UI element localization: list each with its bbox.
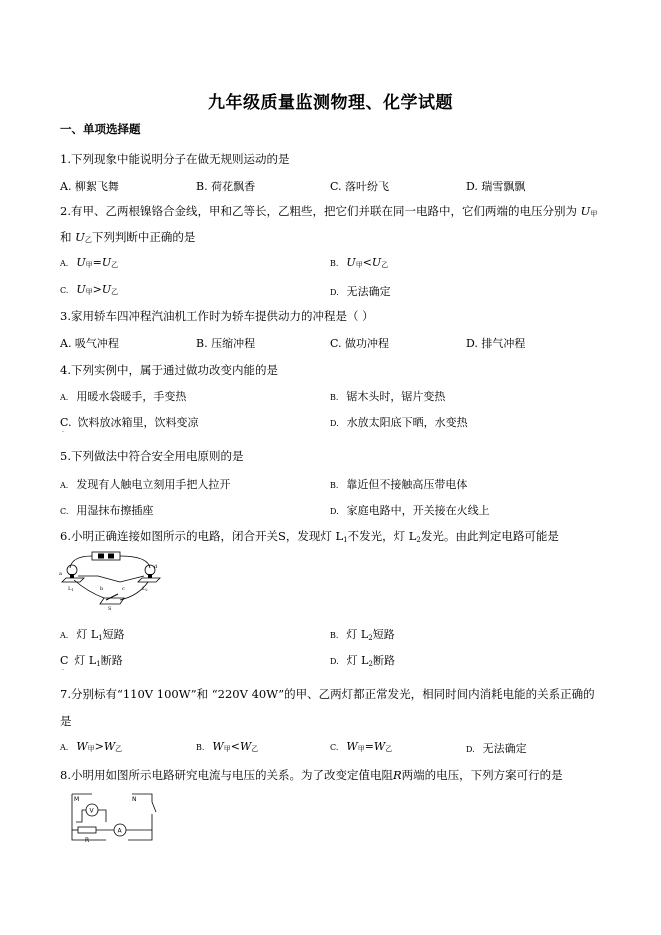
q6-option-b [330,626,395,642]
wire-icon [128,814,152,840]
option-text: 水放太阳底下晒，水变热 [346,416,468,429]
option-letter: C. [60,286,69,295]
sub-2: 2 [368,634,373,642]
q2-stem2a: 和 [60,230,72,244]
less-than-sign: < [362,256,372,269]
q7-option-c [330,740,392,754]
option-letter: B. [330,259,339,268]
q5-option-b [330,476,467,492]
q4-option-a [60,388,186,404]
wire-icon [78,576,120,582]
w-symbol: W [212,740,224,753]
option-letter: B. [330,393,339,402]
sub-jia: 甲 [355,261,363,269]
q6-stem-c: 发光。由此判定电路可能是 [420,529,559,543]
q5-option-a [60,476,230,492]
option-letter: D. [330,419,339,428]
q6-sub-1: 1 [343,536,348,544]
sub-jia: 甲 [85,288,93,296]
q6-stem-a: 6.小明正确连接如图所示的电路，闭合开关S，发现灯 L [60,529,344,543]
stray-mark: · [62,429,64,436]
label-l2-num: 2 [145,588,148,592]
sub-jia: 甲 [223,745,231,753]
sub-1: 1 [96,660,101,668]
question-4-stem: 4.下列实例中，属于通过做功改变内能的是 [60,363,278,377]
wire-icon [120,556,150,568]
lamp-l1-icon [67,565,77,575]
q6-option-a [60,626,125,642]
state-text: 短路 [102,628,125,641]
lamp-text: 灯 L [76,628,99,641]
option-letter: A. [60,393,69,402]
question-7-stem-line2: 是 [60,714,72,728]
state-text: 断路 [372,654,395,667]
wire-icon [70,556,92,568]
q1-option-d: D. 瑞雪飘飘 [466,180,526,193]
sub-jia: 甲 [87,745,95,753]
q3-option-b: B. 压缩冲程 [196,337,256,350]
q3-option-c: C. 做功冲程 [330,337,390,350]
option-letter: A. [60,743,69,752]
wire-icon [120,576,144,582]
q4-option-b [330,388,445,404]
lamp-text: 灯 L [346,654,369,667]
question-7-stem: 7.分别标有“110V 100W”和 “220V 40W”的甲、乙两灯都正常发光，相同时间内消耗电能的关系正确的 [60,687,595,701]
lamp-base-icon [138,578,160,582]
label-r: R [85,837,90,844]
option-letter: B. [330,631,339,640]
q4-option-c [60,414,199,430]
section-heading: 一、单项选择题 [60,122,141,136]
q2-option-b [330,256,388,270]
option-text: 靠近但不接触高压带电体 [346,478,468,491]
switch-icon [152,802,156,812]
option-letter: D. [330,507,339,516]
q2-option-d [330,283,391,299]
label-b: b [100,586,104,592]
lamp-text: 灯 L [346,628,369,641]
q2-sub-jia: 甲 [590,210,598,218]
label-l2 [142,586,148,592]
option-letter: D. [466,745,475,754]
label-l1-num: 1 [71,588,74,592]
lamp-socket-icon [70,574,74,578]
u-symbol: U [101,283,112,296]
sub-jia: 甲 [357,745,365,753]
label-n: N [132,796,137,803]
q8-circuit-figure [62,790,166,852]
q2-u-symbol: U [580,204,591,218]
switch-lever-icon [106,594,118,600]
label-m: M [74,796,80,803]
q6-option-c [60,652,123,668]
u-symbol: U [371,256,382,269]
sub-yi: 乙 [115,745,123,753]
label-v: V [89,807,94,815]
option-letter: C. [330,743,339,752]
sub-yi: 乙 [385,745,393,753]
sub-1: 1 [98,634,103,642]
label-a: a [59,571,62,577]
option-letter: A. [60,631,69,640]
label-l1-l: L [68,586,72,592]
page-title: 九年级质量监测物理、化学试题 [208,93,453,113]
q7-option-b [196,740,258,754]
q2-stem-text: 2.有甲、乙两根镍铬合金线，甲和乙等长，乙粗些，把它们并联在同一电路中，它们两端的电压分别为 [60,204,577,218]
option-text: 用暖水袋暖手，手变热 [76,390,187,403]
sub-jia: 甲 [85,261,93,269]
lamp-socket-icon [148,574,152,578]
switch-base-icon [100,598,124,604]
question-5-stem: 5.下列做法中符合安全用电原则的是 [60,449,244,463]
greater-than-sign: > [94,740,104,753]
q2-stem2b: 下列判断中正确的是 [91,230,196,244]
option-letter: D. [330,288,339,297]
q7-option-d [466,740,527,756]
q6-circuit-figure [58,548,168,610]
q1-option-a: A. 柳絮飞舞 [60,180,119,193]
q6-sub-2: 2 [416,536,421,544]
q2-u-symbol: U [75,230,85,244]
w-symbol: W [103,740,116,753]
q2-option-c [60,283,118,297]
option-letter: D. [330,657,339,666]
option-letter: B. [196,743,205,752]
q4-option-d [330,414,468,430]
state-text: 短路 [372,628,395,641]
greater-than-sign: > [92,283,102,296]
option-text: 家庭电路中，开关接在火线上 [346,504,490,517]
option-text: 锯木头时，锯片变热 [346,390,446,403]
q6-stem-b: 不发光，灯 L [347,529,417,543]
q8-stem-a: 8.小明用如图所示电路研究电流与电压的关系。为了改变定值电阻 [60,768,393,782]
wire-icon [98,810,106,822]
sub-yi: 乙 [381,261,389,269]
option-letter: C [60,654,69,667]
r-symbol: R [392,768,402,782]
option-letter: A. [60,259,69,268]
sub-yi: 乙 [111,288,119,296]
option-letter: B. [330,481,339,490]
u-symbol: U [346,256,356,269]
w-symbol: W [373,740,386,753]
label-s: S [108,606,112,610]
option-text: 发现有人触电立刻用手把人拉开 [76,478,231,491]
option-text: 无法确定 [482,742,527,755]
q2-sub-yi: 乙 [84,236,92,244]
label-a: A [117,827,122,835]
resistor-icon [78,827,96,833]
wire-icon [82,810,86,816]
option-letter: C. [60,416,72,429]
q3-option-a: A. 吸气冲程 [60,337,119,350]
wire-icon [76,816,82,822]
q3-option-d: D. 排气冲程 [466,337,526,350]
less-than-sign: < [230,740,240,753]
state-text: 断路 [100,654,123,667]
question-6-stem [60,528,559,544]
battery-cell-icon [98,554,104,559]
option-text: 饮料放冰箱里，饮料变凉 [77,416,199,429]
lamp-text: 灯 L [74,654,97,667]
lamp-base-icon [62,578,84,582]
sub-yi: 乙 [111,261,119,269]
question-8-stem [60,767,563,783]
label-c: c [122,586,125,592]
q1-option-c: C. 落叶纷飞 [330,180,390,193]
q6-option-d [330,652,395,668]
label-l2-l: L [142,586,146,592]
q7-option-a [60,740,122,754]
w-symbol: W [239,740,252,753]
q2-option-a [60,256,118,270]
question-3-stem: 3.家用轿车四冲程汽油机工作时为轿车提供动力的冲程是（ ） [60,309,374,323]
label-l1 [68,586,74,592]
equals-sign: = [364,740,374,753]
u-symbol: U [101,256,112,269]
q8-stem-b: 两端的电压，下列方案可行的是 [401,768,563,782]
w-symbol: W [76,740,88,753]
q5-option-d [330,502,490,518]
battery-cell-icon [108,554,114,559]
equals-sign: = [92,256,102,269]
sub-yi: 乙 [251,745,259,753]
question-2-stem-line2 [60,229,195,245]
w-symbol: W [346,740,358,753]
q5-option-c [60,502,153,518]
option-text: 无法确定 [346,285,391,298]
battery-icon [92,552,120,560]
option-letter: A. [60,481,69,490]
option-text: 用湿抹布擦插座 [76,504,154,517]
question-1-stem: 1.下列现象中能说明分子在做无规则运动的是 [60,152,290,166]
label-d: d [154,564,158,570]
question-2-stem [60,203,597,219]
sub-2: 2 [368,660,373,668]
q1-option-b: B. 荷花飘香 [196,180,256,193]
stray-mark: · [62,667,64,674]
option-letter: C. [60,507,69,516]
u-symbol: U [76,256,86,269]
u-symbol: U [76,283,86,296]
